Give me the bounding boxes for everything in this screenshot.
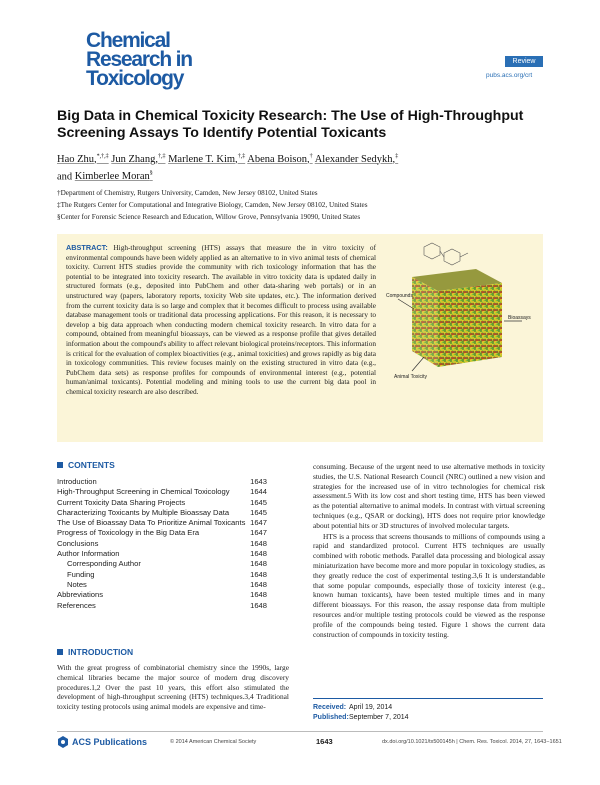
molecule-icon bbox=[424, 243, 468, 265]
toc-entry-label: Corresponding Author bbox=[67, 559, 141, 569]
logo-line-1: Chemical bbox=[86, 29, 170, 52]
toc-entry-label: Characterizing Toxicants by Multiple Bioassay Data bbox=[57, 507, 230, 517]
toc-entry-page: 1648 bbox=[250, 600, 267, 610]
copyright-notice: © 2014 American Chemical Society bbox=[170, 739, 257, 745]
acs-publications-logo[interactable]: ACS Publications bbox=[57, 735, 157, 749]
toc-entry-label: Introduction bbox=[57, 477, 97, 486]
toc-entry[interactable] bbox=[57, 498, 267, 508]
citation-doi[interactable]: dx.doi.org/10.1021/tx500145h | Chem. Res. Toxicol. 2014, 27, 1643−1651 bbox=[382, 739, 562, 745]
toc-entry-page: 1648 bbox=[250, 549, 267, 559]
paragraph: consuming. Because of the urgent need to use alternative methods in toxicity studies, the U.S. National Research Council (NRC) outlined a new vision and strategies for the increased use of in vitro technologies for chemical risk assessment.5 With its low cost and short testing time, HTS has been viewed as the potential alternative to animal models. In contrast with virtual screening techniques (e.g., QSAR or docking), HTS does not require prior knowledge about potential hits or 3D structures of involved molecular targets. bbox=[313, 462, 545, 530]
contents-heading: CONTENTS bbox=[57, 460, 115, 470]
author-link[interactable]: Kimberlee Moran§ bbox=[74, 170, 153, 182]
toc-entry[interactable] bbox=[57, 487, 267, 497]
received-label: Received: bbox=[313, 704, 347, 711]
article-type-badge: Review bbox=[505, 56, 543, 67]
article-dates bbox=[313, 698, 543, 723]
logo-line-3: Toxicology bbox=[86, 67, 184, 90]
heatmap-left-face bbox=[412, 277, 438, 367]
toc-entry[interactable] bbox=[57, 590, 267, 600]
author-link[interactable]: Abena Boison,† bbox=[247, 153, 313, 165]
right-column-text bbox=[313, 462, 545, 639]
introduction-text: With the great progress of combinatorial chemistry since the 1990s, large chemical libraries became the major source of modern drug discovery procedures.1,2 Over the past 10 years, this effort also stimulated the development of high-throughput screening (HTS) techniques.3,4 Traditional toxicity testing protocols using animal models are expensive and time- bbox=[57, 663, 289, 712]
toc-entry-page: 1647 bbox=[250, 528, 267, 538]
toc-entry-page: 1648 bbox=[250, 569, 267, 579]
toc-entry-page: 1648 bbox=[250, 590, 267, 600]
abstract-body: High-throughput screening (HTS) assays that measure the in vitro toxicity of environmental compounds have been widely applied as an alternative to in vivo animal tests of chemical toxicity. Current HTS studies provide the community with rich toxicology information that has the potential to be integrated into toxicity research. The available in vitro toxicity data is updated daily in structured formats (e.g., deposited into PubChem and other data-sharing web portals) or in an unstructured way (papers, laboratory reports, toxicity Web site updates, etc.). The information derived from the current toxicity data is so large and complex that it becomes difficult to process using available database management tools or traditional data processing applications. For this reason, it is necessary to develop a big data approach when conducting modern chemical toxicity research. In vitro data for a compound, obtained from meaningful bioassays, can be viewed as a response profile that gives detailed information about the compound's ability to affect relevant biological proteins/receptors. This information is critical for the evaluation of complex bioactivities (e.g., animal toxicities) and grows rapidly as big data in toxicology communities. This review focuses mainly on the existing structured in vitro data (e.g., PubChem data sets) as response profiles for compounds of environmental interest (e.g., potential human/animal toxicants). Potential modeling and mining tools to use the current big data pool in chemical toxicity research are also described. bbox=[66, 243, 376, 396]
affiliation: ‡The Rutgers Center for Computational and Integrative Biology, Camden, New Jersey 08102, United States bbox=[57, 201, 368, 209]
journal-url-link[interactable]: pubs.acs.org/crt bbox=[486, 72, 533, 79]
footer-divider bbox=[57, 731, 543, 732]
toc-entry-label: Progress of Toxicology in the Big Data Era bbox=[57, 528, 200, 538]
toc-entry-page: 1645 bbox=[250, 497, 267, 507]
toc-entry-label: The Use of Bioassay Data To Prioritize Animal Toxicants bbox=[57, 518, 246, 528]
toc-entry[interactable] bbox=[57, 570, 267, 580]
page-number: 1643 bbox=[316, 737, 333, 746]
abstract bbox=[66, 243, 536, 397]
toc-entry-page: 1644 bbox=[250, 487, 267, 497]
toc-entry[interactable] bbox=[57, 528, 267, 538]
article-title: Big Data in Chemical Toxicity Research: The Use of High-Throughput Screening Assays To Identify Potential Toxicants bbox=[57, 108, 524, 141]
toc-entry[interactable] bbox=[57, 518, 267, 528]
toc-entry[interactable] bbox=[57, 580, 267, 590]
toc-entry[interactable] bbox=[57, 601, 267, 611]
author-link[interactable]: Jun Zhang,†,‡ bbox=[111, 153, 166, 165]
author-link[interactable]: Alexander Sedykh,‡ bbox=[314, 153, 399, 165]
paragraph: HTS is a process that screens thousands to millions of compounds using a rapid and standardized protocol. Current HTS techniques are usually combined with robotic methods. Parallel data processing and biological assay miniaturization have become more and more popular in toxicology studies, as they greatly reduce the cost of experimental testing.3,6 It is understandable that some popular compounds, especially those of toxicity interest (e.g., known human toxicants), have been tested multiple times and in many different bioassays. For this reason, the assay response data from multiple resources and/or multiple testing protocols could be viewed as the response profile of the compounds being tested. Figure 1 shows the current data construction of compounds in toxicity testing. bbox=[313, 531, 545, 639]
toc-entry-label: Current Toxicity Data Sharing Projects bbox=[57, 497, 186, 507]
logo-line-2: Research in bbox=[86, 48, 192, 71]
figure-label-animal-toxicity: Animal Toxicity bbox=[394, 374, 427, 380]
toc-entry[interactable] bbox=[57, 539, 267, 549]
acs-hexagon-icon bbox=[57, 736, 69, 748]
toc-entry-label: Author Information bbox=[57, 549, 120, 559]
toc-entry-page: 1648 bbox=[250, 559, 267, 569]
author-list bbox=[57, 149, 557, 184]
toc-entry-page: 1645 bbox=[250, 507, 267, 517]
toc-entry-label: References bbox=[57, 600, 96, 610]
section-square-icon bbox=[57, 649, 63, 655]
introduction-heading: INTRODUCTION bbox=[57, 647, 133, 657]
toc-entry-page: 1647 bbox=[250, 518, 267, 528]
toc-entry-label: Conclusions bbox=[57, 538, 99, 548]
published-label: Published: bbox=[313, 714, 349, 721]
toc-entry-page: 1648 bbox=[250, 579, 267, 589]
toc-entry[interactable] bbox=[57, 549, 267, 559]
published-date: September 7, 2014 bbox=[349, 714, 409, 721]
toc-graphic bbox=[384, 239, 536, 381]
received-date: April 19, 2014 bbox=[349, 704, 393, 711]
author-link[interactable]: Marlene T. Kim,†,‡ bbox=[168, 153, 246, 165]
figure-label-bioassays: Bioassays bbox=[508, 315, 531, 321]
toc-entry-page: 1648 bbox=[250, 538, 267, 548]
abstract-label: ABSTRACT: bbox=[66, 243, 108, 252]
toc-entry[interactable] bbox=[57, 477, 267, 487]
toc-entry-label: Funding bbox=[67, 569, 95, 579]
affiliation: †Department of Chemistry, Rutgers University, Camden, New Jersey 08102, United States bbox=[57, 189, 318, 197]
author-link[interactable]: Hao Zhu,*,†,‡ bbox=[57, 153, 109, 165]
toc-entry[interactable] bbox=[57, 559, 267, 569]
affiliation: §Center for Forensic Science Research and Education, Willow Grove, Pennsylvania 19090, United States bbox=[57, 213, 361, 221]
authors-and: and bbox=[57, 171, 73, 182]
heatmap-right-face bbox=[438, 283, 502, 367]
toc-entry-label: Abbreviations bbox=[57, 590, 104, 600]
figure-label-compounds: Compounds bbox=[386, 293, 413, 299]
table-of-contents bbox=[57, 477, 267, 611]
toc-entry-label: High-Throughput Screening in Chemical Toxicology bbox=[57, 487, 230, 497]
section-square-icon bbox=[57, 462, 63, 468]
toc-entry[interactable] bbox=[57, 508, 267, 518]
toc-entry-label: Notes bbox=[67, 579, 87, 589]
toc-entry-page: 1643 bbox=[250, 477, 267, 486]
journal-logo bbox=[86, 31, 196, 88]
